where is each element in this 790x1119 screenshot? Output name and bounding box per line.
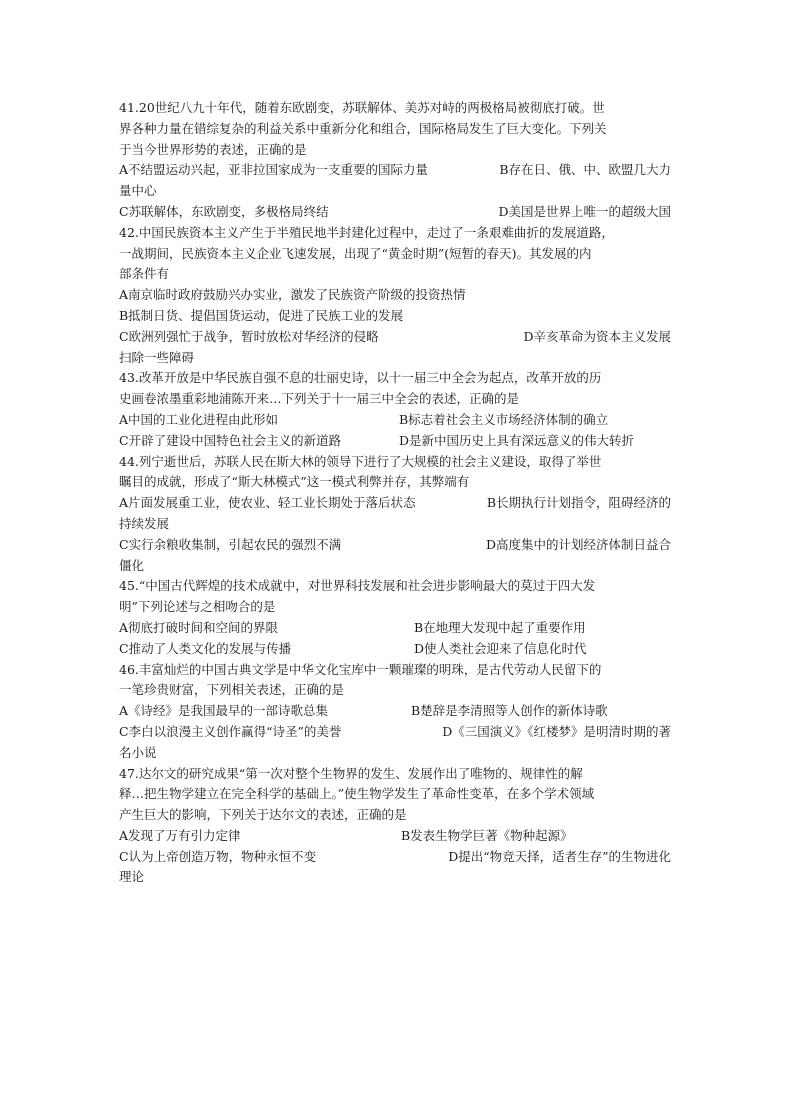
q46-stem-line-2: 一笔珍贵财富，下列相关表述，正确的是 [119,682,345,698]
q43-options-ab [119,410,671,431]
q41-option-b: B存在日、俄、中、欧盟几大力 [499,162,671,178]
q41-option-d: D美国是世界上唯一的超级大国 [498,203,671,219]
q41-options-ab [119,160,671,181]
q43-options-cd [119,431,671,452]
q44-option-d-cont: 僵化 [119,557,145,573]
q45-stem-line-2: 明”下列论述与之相吻合的是 [119,599,276,615]
q47-option-a: A发现了万有引力定律 [119,827,241,843]
q44-option-d: D高度集中的计划经济体制日益合 [485,536,671,552]
q46-options-cd [119,722,671,743]
q41-option-b-cont: 量中心 [119,183,157,199]
q42-option-d: D辛亥革命为资本主义发展 [523,328,671,344]
q44-option-b: B长期执行计划指令，阻碍经济的 [486,495,671,511]
q41-options-cd [119,202,671,223]
q47-option-b: B发表生物学巨著《物种起源》 [401,827,573,843]
q46-stem-line-1: 46.丰富灿烂的中国古典文学是中华文化宝库中一颗璀璨的明珠，是古代劳动人民留下的 [119,661,602,677]
q44-options-cd [119,535,671,556]
q42-option-a: A南京临时政府鼓励兴办实业，激发了民族资产阶级的投资热情 [119,287,466,303]
q46-option-a: A《诗经》是我国最早的一部诗歌总集 [119,703,329,719]
q43-stem-line-1: 43.改革开放是中华民族自强不息的壮丽史诗，以十一届三中全会为起点，改革开放的历 [119,370,602,386]
q43-option-b: B标志着社会主义市场经济体制的确立 [399,411,609,427]
q45-option-a: A彻底打破时间和空间的界限 [119,619,279,635]
q41-option-c: C苏联解体，东欧剧变，多极格局终结 [119,203,329,219]
q45-option-c: C推动了人类文化的发展与传播 [119,640,292,656]
q44-option-c: C实行余粮收集制，引起农民的强烈不满 [119,536,342,552]
q43-stem-line-2: 史画卷浓墨重彩地浦陈开来…下列关于十一届三中全会的表述，正确的是 [119,391,520,407]
q47-options-cd [119,847,671,868]
q44-options-ab [119,493,671,514]
q43-option-d: D是新中国历史上具有深远意义的伟大转折 [399,432,635,448]
q45-stem-line-1: 45.“中国古代辉煌的技术成就中，对世界科技发展和社会进步影响最大的莫过于四大发 [119,578,596,594]
q46-options-ab [119,701,671,722]
q46-option-b: B楚辞是李清照等人创作的新体诗歌 [411,703,608,719]
q46-option-c: C李白以浪漫主义创作赢得“诗圣”的美誉 [119,723,342,739]
q42-options-cd [119,327,671,348]
q43-option-a: A中国的工业化进程由此形如 [119,411,279,427]
q41-stem-line-1: 41.20世纪八九十年代，随着东欧剧变，苏联解体、美苏对峙的两极格局被彻底打破。世 [119,100,605,115]
q44-stem-line-2: 瞩目的成就，形成了“斯大林模式”这一模式利弊并存，其弊端有 [119,474,470,490]
q45-options-ab [119,618,671,639]
q44-option-b-cont: 持续发展 [119,515,170,531]
q47-stem-line-2: 释…把生物学建立在完全科学的基础上。”使生物学发生了革命性变革，在多个学术领域 [119,786,595,802]
q43-option-c: C开辟了建设中国特色社会主义的新道路 [119,432,342,448]
q45-option-b: B在地理大发现中起了重要作用 [414,619,586,635]
q44-stem-line-1: 44.列宁逝世后，苏联人民在斯大林的领导下进行了大规模的社会主义建设，取得了举世 [119,453,602,469]
q47-stem-line-3: 产生巨大的影响，下列关于达尔文的表述，正确的是 [119,807,407,823]
q46-option-d: D《三国演义》《红楼梦》是明清时期的著 [442,723,671,739]
q42-option-d-cont: 扫除一些障碍 [119,349,195,365]
q44-option-a: A片面发展重工业，使农业、轻工业长期处于落后状态 [119,495,416,511]
q46-option-d-cont: 名小说 [119,744,157,760]
q42-option-c: C欧洲列强忙于战争，暂时放松对华经济的侵略 [119,328,379,344]
q41-stem-line-3: 于当今世界形势的表述，正确的是 [119,141,307,157]
q47-option-c: C认为上帝创造万物，物种永恒不变 [119,848,317,864]
q47-option-d-cont: 理论 [119,869,145,885]
q45-option-d: D使人类社会迎来了信息化时代 [414,640,587,656]
q47-stem-line-1: 47.达尔文的研究成果“第一次对整个生物界的发生、发展作出了唯物的、规律性的解 [119,765,583,781]
q42-stem-line-1: 42.中国民族资本主义产生于半殖民地半封建化过程中，走过了一条艰难曲折的发展道路， [119,224,614,240]
q47-option-d: D提出“物竞天择，适者生存”的生物进化 [448,848,671,864]
q42-stem-line-2: 一战期间，民族资本主义企业飞速发展，出现了“黄金时期”(短暂的春天)。其发展的内 [119,245,592,261]
q42-option-b: B抵制日货、提倡国货运动，促进了民族工业的发展 [119,307,404,323]
q47-options-ab [119,826,671,847]
q41-option-a: A不结盟运动兴起，亚非拉国家成为一支重要的国际力量 [119,162,429,178]
q42-stem-line-3: 部条件有 [119,266,170,282]
q45-options-cd [119,639,671,660]
exam-page [119,98,671,888]
q41-stem-line-2: 界各种力量在错综复杂的利益关系中重新分化和组合，国际格局发生了巨大变化。下列关 [119,120,607,136]
